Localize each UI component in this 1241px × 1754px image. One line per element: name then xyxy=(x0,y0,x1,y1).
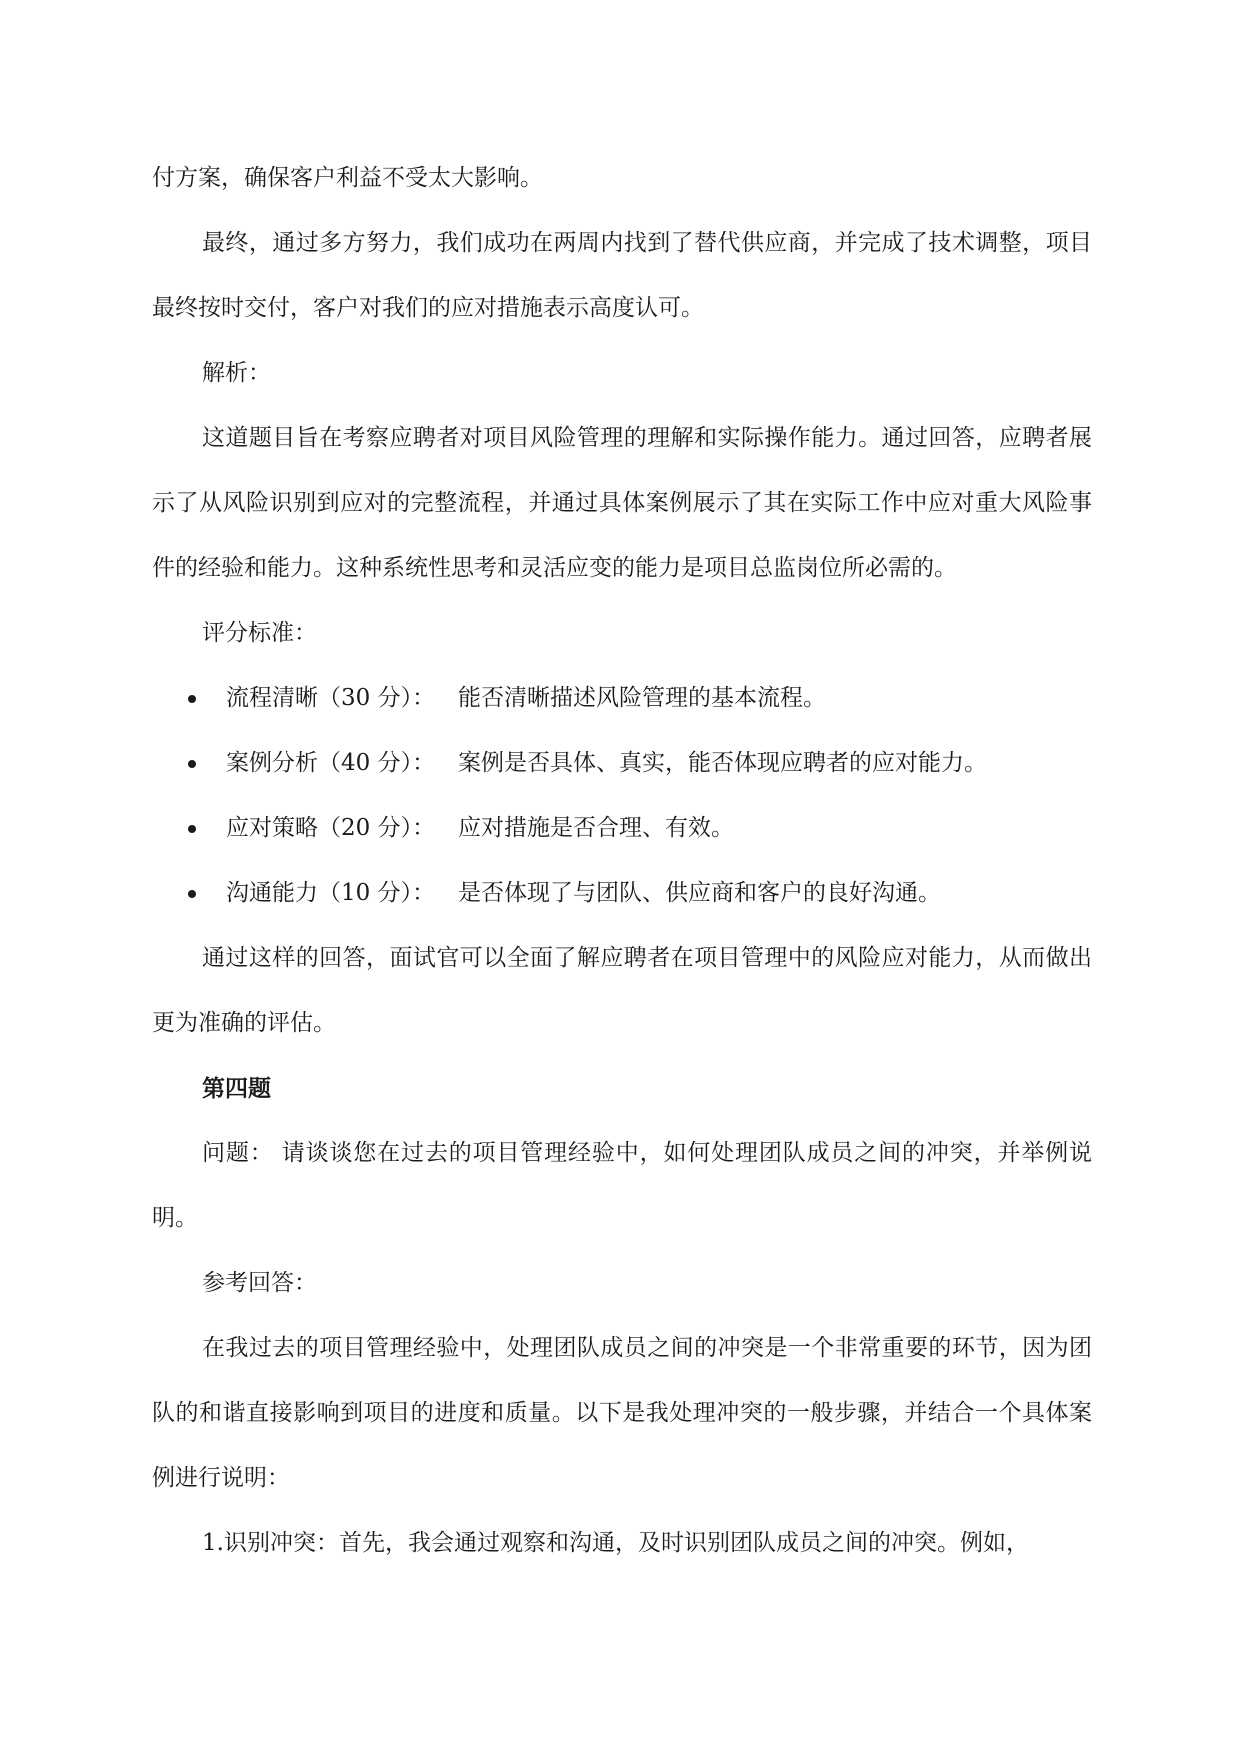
list-item xyxy=(152,731,1092,796)
criterion-text: 能否清晰描述风险管理的基本流程。 xyxy=(458,685,826,711)
criterion-label: 流程清晰（30 分）： xyxy=(226,685,436,711)
paragraph-conclusion: 通过这样的回答，面试官可以全面了解应聘者在项目管理中的风险应对能力，从而做出更为准确的评估。 xyxy=(152,945,1092,1036)
criterion-label: 沟通能力（10 分）： xyxy=(226,880,436,906)
document-page xyxy=(152,146,1092,1576)
scoring-label: 评分标准： xyxy=(202,620,317,646)
scoring-criteria-list xyxy=(152,666,1092,926)
list-item xyxy=(152,861,1092,926)
criterion-text: 是否体现了与团队、供应商和客户的良好沟通。 xyxy=(458,880,941,906)
criterion-text: 应对措施是否合理、有效。 xyxy=(458,815,734,841)
analysis-label: 解析： xyxy=(202,360,271,386)
criterion-label: 案例分析（40 分）： xyxy=(226,750,436,776)
bullet-icon xyxy=(188,825,196,833)
answer-label: 参考回答： xyxy=(202,1270,317,1296)
criterion-label: 应对策略（20 分）： xyxy=(226,815,436,841)
paragraph-continuation: 付方案，确保客户利益不受太大影响。 xyxy=(152,165,543,191)
answer-intro: 在我过去的项目管理经验中，处理团队成员之间的冲突是一个非常重要的环节，因为团队的和谐直接影响到项目的进度和质量。以下是我处理冲突的一般步骤，并结合一个具体案例进行说明： xyxy=(152,1335,1092,1491)
paragraph-outcome: 最终，通过多方努力，我们成功在两周内找到了替代供应商，并完成了技术调整，项目最终按时交付，客户对我们的应对措施表示高度认可。 xyxy=(152,230,1092,321)
list-item xyxy=(152,666,1092,731)
bullet-icon xyxy=(188,760,196,768)
list-item xyxy=(152,796,1092,861)
step-1: 1.识别冲突：首先，我会通过观察和沟通，及时识别团队成员之间的冲突。例如， xyxy=(202,1530,1029,1556)
criterion-text: 案例是否具体、真实，能否体现应聘者的应对能力。 xyxy=(458,750,987,776)
bullet-icon xyxy=(188,890,196,898)
section-title: 第四题 xyxy=(202,1075,271,1102)
question-text: 问题： 请谈谈您在过去的项目管理经验中，如何处理团队成员之间的冲突，并举例说明。 xyxy=(152,1140,1092,1231)
paragraph-analysis: 这道题目旨在考察应聘者对项目风险管理的理解和实际操作能力。通过回答，应聘者展示了从风险识别到应对的完整流程，并通过具体案例展示了其在实际工作中应对重大风险事件的经验和能力。这种系统性思考和灵活应变的能力是项目总监岗位所必需的。 xyxy=(152,425,1092,581)
bullet-icon xyxy=(188,695,196,703)
